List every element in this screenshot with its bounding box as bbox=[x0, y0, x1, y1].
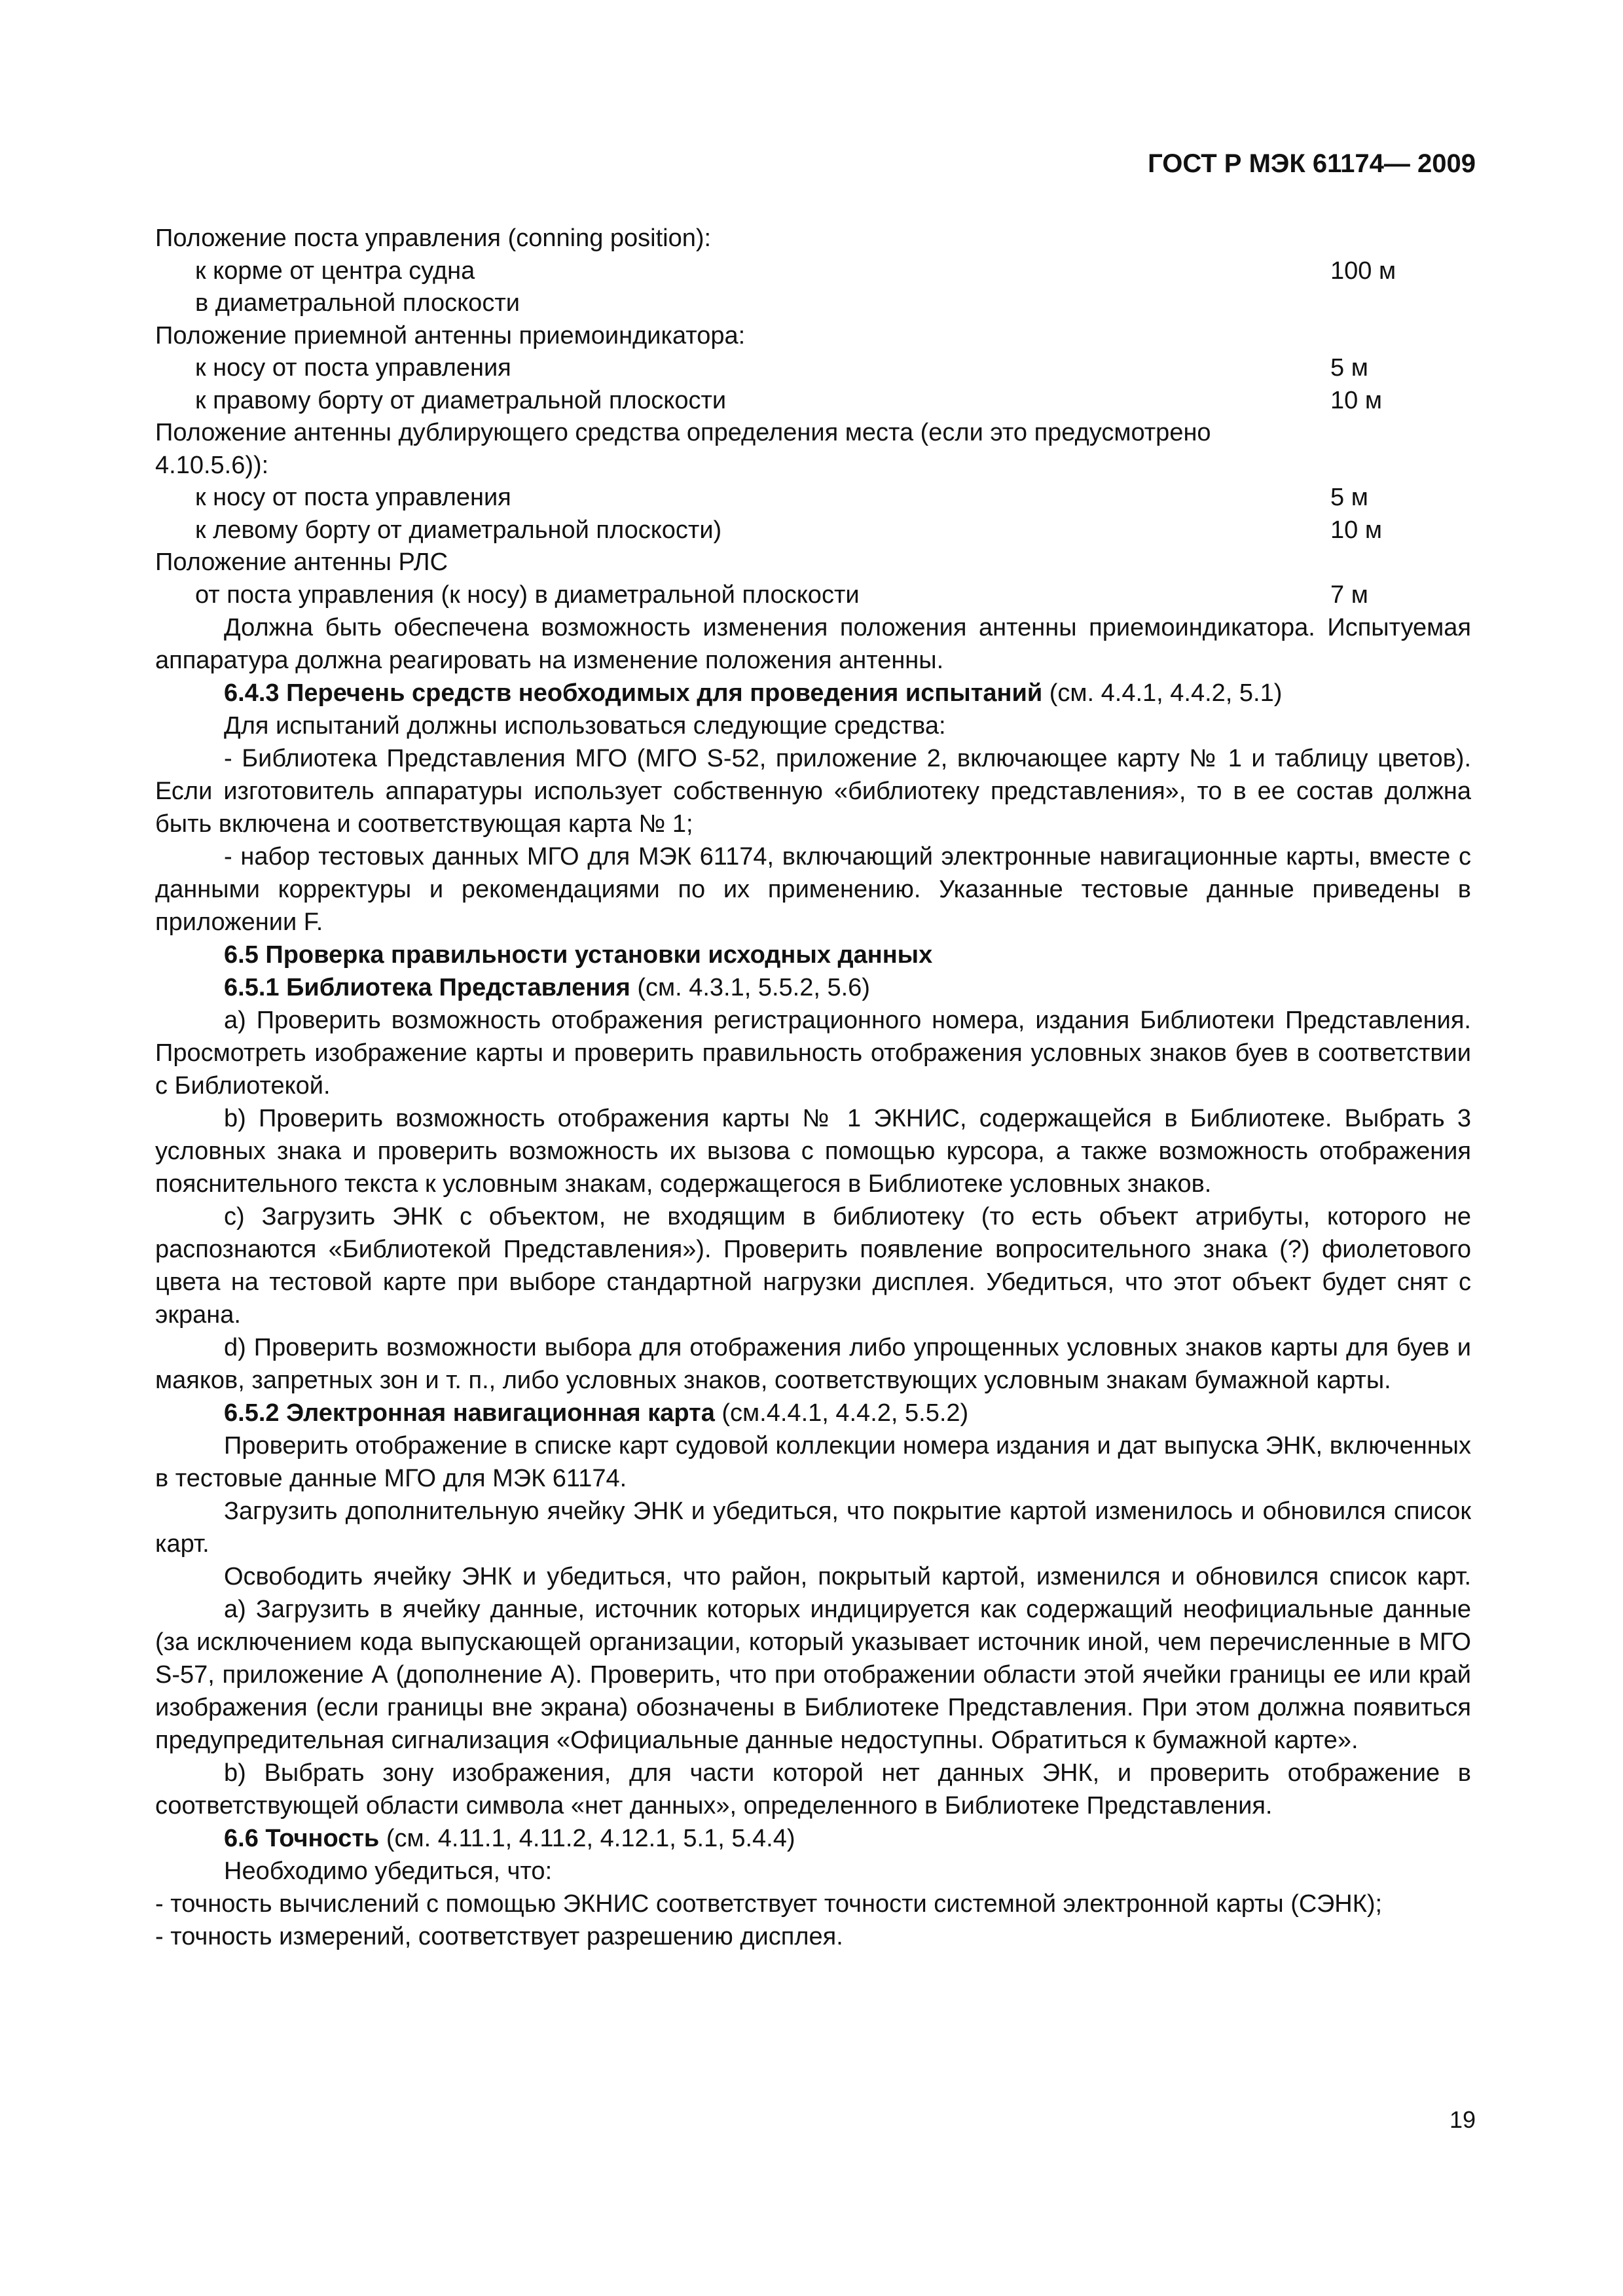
parameter-label: от поста управления (к носу) в диаметральной плоскости bbox=[195, 581, 860, 609]
parameter-label: Положение антенны РЛС bbox=[155, 548, 448, 576]
parameter-row bbox=[155, 482, 1471, 514]
parameter-row bbox=[155, 514, 1471, 547]
parameter-row bbox=[155, 385, 1471, 418]
list-item: - точность измерений, соответствует разрешению дисплея. bbox=[155, 1923, 843, 1950]
section-heading-6-5 bbox=[155, 939, 1471, 971]
parameter-label: Положение приемной антенны приемоиндикатора: bbox=[155, 321, 746, 350]
parameter-label: к носу от поста управления bbox=[195, 354, 511, 382]
parameter-label: 4.10.5.6)): bbox=[155, 451, 269, 479]
paragraph: a) Загрузить в ячейку данные, источник которых индицируется как содержащий неофициальные данные (за исключением кода выпускающей организации, который указывает источник иной, чем перечисленные в МГО S-57, приложение А (дополнение А). Проверить, что при отображении области этой ячейки границы ее или край изображения (если границы вне экрана) обозначены в Библиотеке Представления. При этом должна появиться предупредительная сигнализация «Официальные данные недоступны. Обратиться к бумажной карте». bbox=[155, 1596, 1471, 1754]
parameter-row bbox=[155, 223, 1471, 255]
paragraph: c) Загрузить ЭНК с объектом, не входящим в библиотеку (то есть объект атрибуты, которого не распознаются «Библиотекой Представления»). Проверить появление вопросительного знака (?) фиолетового цвета на тестовой карте при выборе стандартной нагрузки дисплея. Убедиться, что этот объект будет снят с экрана. bbox=[155, 1203, 1471, 1329]
parameter-row bbox=[155, 579, 1471, 612]
parameter-value: 7 м bbox=[1330, 581, 1368, 609]
parameter-label: к левому борту от диаметральной плоскости) bbox=[195, 516, 722, 544]
parameter-row bbox=[155, 320, 1471, 353]
parameter-row bbox=[155, 417, 1471, 450]
paragraph: d) Проверить возможности выбора для отображения либо упрощенных условных знаков карты для буев и маяков, запретных зон и т. п., либо условных знаков, соответствующих условным знакам бумажной карты. bbox=[155, 1334, 1471, 1394]
parameter-label: к корме от центра судна bbox=[195, 257, 475, 285]
section-title: 6.6 Точность bbox=[224, 1825, 380, 1852]
section-reference: (см.4.4.1, 4.4.2, 5.5.2) bbox=[714, 1399, 969, 1427]
section-reference: (см. 4.11.1, 4.11.2, 4.12.1, 5.1, 5.4.4) bbox=[379, 1825, 795, 1852]
parameter-row bbox=[155, 352, 1471, 385]
document-body bbox=[155, 611, 1471, 1953]
paragraph: Должна быть обеспечена возможность изменения положения антенны приемоиндикатора. Испытуемая аппаратура должна реагировать на изменение положения антенны. bbox=[155, 614, 1471, 674]
parameter-row bbox=[155, 287, 1471, 320]
parameter-value: 10 м bbox=[1330, 386, 1382, 414]
section-heading-6-4-3 bbox=[155, 677, 1471, 709]
section-title: 6.4.3 Перечень средств необходимых для проведения испытаний bbox=[224, 679, 1043, 707]
parameter-label: к носу от поста управления bbox=[195, 484, 511, 511]
parameter-label: Положение антенны дублирующего средства определения места (если это предусмотрено bbox=[155, 419, 1211, 446]
section-heading-6-6 bbox=[155, 1822, 1471, 1855]
parameter-label: к правому борту от диаметральной плоскости bbox=[195, 386, 727, 414]
parameter-label: в диаметральной плоскости bbox=[195, 289, 520, 317]
document-header: ГОСТ Р МЭК 61174— 2009 bbox=[1148, 149, 1476, 178]
list-item: - Библиотека Представления МГО (МГО S-52, приложение 2, включающее карту № 1 и таблицу цветов). Если изготовитель аппаратуры использует собственную «библиотеку представления», то в ее состав должна быть включена и соответствующая карта № 1; bbox=[155, 745, 1471, 838]
page-number: 19 bbox=[1449, 2106, 1476, 2133]
paragraph: b) Проверить возможность отображения карты № 1 ЭКНИС, содержащейся в Библиотеке. Выбрать 3 условных знака и проверить возможность их вызова с помощью курсора, а также возможность отображения пояснительного текста к условным знакам, содержащегося в Библиотеке условных знаков. bbox=[155, 1105, 1471, 1198]
parameter-value: 100 м bbox=[1330, 257, 1396, 285]
parameter-value: 5 м bbox=[1330, 484, 1368, 511]
parameter-row bbox=[155, 450, 1471, 482]
paragraph: b) Выбрать зону изображения, для части которой нет данных ЭНК, и проверить отображение в соответствующей области символа «нет данных», определенного в Библиотеке Представления. bbox=[155, 1759, 1471, 1820]
parameter-row bbox=[155, 547, 1471, 579]
parameter-row bbox=[155, 255, 1471, 288]
section-reference: (см. 4.3.1, 5.5.2, 5.6) bbox=[630, 974, 870, 1001]
paragraph: Загрузить дополнительную ячейку ЭНК и убедиться, что покрытие картой изменилось и обновился список карт. bbox=[155, 1498, 1471, 1558]
paragraph: Необходимо убедиться, что: bbox=[224, 1857, 553, 1885]
section-title: 6.5.2 Электронная навигационная карта bbox=[224, 1399, 715, 1427]
paragraph: a) Проверить возможность отображения регистрационного номера, издания Библиотеки Представления. Просмотреть изображение карты и проверить правильность отображения условных знаков буев в соответствии с Библиотекой. bbox=[155, 1007, 1471, 1100]
section-heading-6-5-1 bbox=[155, 971, 1471, 1004]
list-item: - точность вычислений с помощью ЭКНИС соответствует точности системной электронной карты (СЭНК); bbox=[155, 1890, 1383, 1918]
section-title: 6.5.1 Библиотека Представления bbox=[224, 974, 630, 1001]
section-title: 6.5 Проверка правильности установки исходных данных bbox=[224, 941, 933, 969]
list-item: - набор тестовых данных МГО для МЭК 61174, включающий электронные навигационные карты, вместе с данными корректуры и рекомендациями по их применению. Указанные тестовые данные приведены в приложении F. bbox=[155, 843, 1471, 936]
parameter-value: 10 м bbox=[1330, 516, 1382, 544]
paragraph: Проверить отображение в списке карт судовой коллекции номера издания и дат выпуска ЭНК, включенных в тестовые данные МГО для МЭК 61174. bbox=[155, 1432, 1471, 1492]
parameter-value: 5 м bbox=[1330, 354, 1368, 382]
section-reference: (см. 4.4.1, 4.4.2, 5.1) bbox=[1042, 679, 1283, 707]
paragraph: Для испытаний должны использоваться следующие средства: bbox=[224, 712, 946, 740]
section-heading-6-5-2 bbox=[155, 1397, 1471, 1429]
parameter-label: Положение поста управления (conning position): bbox=[155, 224, 712, 252]
paragraph: Освободить ячейку ЭНК и убедиться, что район, покрытый картой, изменился и обновился список карт. bbox=[224, 1563, 1471, 1590]
parameters-list bbox=[155, 223, 1471, 611]
